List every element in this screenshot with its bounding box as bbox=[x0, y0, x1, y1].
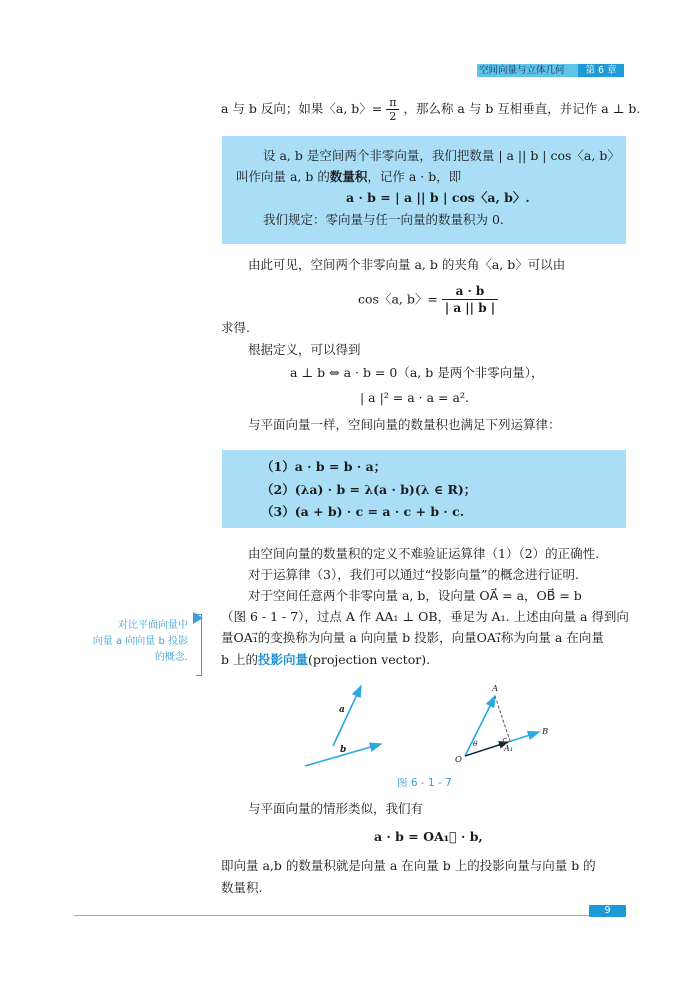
side-note bbox=[62, 618, 188, 666]
def-line-4: 我们规定：零向量与任一向量的数量积为 0. bbox=[263, 212, 504, 227]
cos-denominator: | a || b | bbox=[444, 301, 496, 315]
footer-line bbox=[74, 915, 626, 916]
frac-numerator: π bbox=[386, 96, 399, 110]
def2-a: 叫作向量 a, b 的 bbox=[236, 169, 330, 184]
angle-intro: 由此可见，空间两个非零向量 a, b 的夹角〈a, b〉可以由 bbox=[248, 257, 566, 272]
law-3: （3）(a + b) · c = a · c + b · c. bbox=[261, 504, 465, 519]
p6-b: (projection vector). bbox=[308, 652, 431, 667]
label-A: A bbox=[492, 684, 499, 694]
side-note-bracket bbox=[196, 614, 202, 676]
norm-formula: | a |² = a · a = a². bbox=[360, 390, 469, 405]
perp-formula: a ⊥ b ⇔ a · b = 0（a, b 是两个非零向量）， bbox=[290, 365, 544, 380]
law-2: （2）(λa) · b = λ(a · b)(λ ∈ R)； bbox=[261, 482, 477, 497]
cos-left: cos〈a, b〉= bbox=[358, 291, 438, 307]
by-definition: 根据定义，可以得到 bbox=[248, 342, 361, 357]
def-line-2 bbox=[236, 168, 461, 186]
projection-formula: a · b = OA₁⃗ · b, bbox=[374, 829, 483, 844]
figure-caption: 图 6 - 1 - 7 bbox=[397, 777, 452, 789]
line1-part-b: ，那么称 a 与 b 互相垂直，并记作 a ⊥ b. bbox=[403, 101, 641, 116]
same-as-plane: 与平面向量一样，空间向量的数量积也满足下列运算律： bbox=[248, 417, 561, 432]
law-1: （1）a · b = b · a； bbox=[261, 459, 387, 474]
cos-formula bbox=[358, 283, 498, 316]
perpendicular-dashed-line bbox=[495, 696, 510, 741]
label-A1: A₁ bbox=[504, 744, 513, 753]
def-line-1: 设 a, b 是空间两个非零向量，我们把数量 | a || b | cos〈a, b〉 bbox=[263, 148, 620, 163]
label-theta: θ bbox=[473, 739, 478, 748]
page-number: 9 bbox=[589, 905, 626, 917]
p6-a: b 上的 bbox=[221, 652, 258, 667]
similar-text: 与平面向量的情形类似，我们有 bbox=[248, 801, 424, 816]
conclusion-2: 数量积. bbox=[221, 880, 263, 895]
header-chapter: 第 6 章 bbox=[578, 64, 624, 77]
term-projection-vector: 投影向量 bbox=[257, 652, 308, 667]
label-B: B bbox=[542, 727, 549, 737]
projection-figure bbox=[295, 680, 555, 780]
label-a: a bbox=[339, 705, 345, 715]
side-note-line-1: 对比平面向量中 bbox=[118, 620, 188, 631]
para-5: 量OA₁⃗的变换称为向量 a 向向量 b 投影，向量OA₁⃗称为向量 a 在向量 bbox=[221, 630, 604, 645]
label-O: O bbox=[455, 755, 462, 765]
para-6 bbox=[221, 651, 430, 669]
def-formula: a · b = | a || b | cos〈a, b〉. bbox=[346, 190, 530, 205]
vector-a-line bbox=[333, 686, 361, 746]
qiu-de: 求得. bbox=[221, 320, 250, 335]
side-note-line-2: 向量 a 向向量 b 投影 bbox=[92, 636, 188, 647]
cos-numerator: a · b bbox=[442, 283, 498, 300]
para-4: （图 6 - 1 - 7），过点 A 作 AA₁ ⊥ OB，垂足为 A₁. 上述由向量 a 得到向 bbox=[221, 609, 629, 624]
para-1: 由空间向量的数量积的定义不难验证运算律（1）（2）的正确性. bbox=[248, 546, 600, 561]
label-b: b bbox=[340, 745, 347, 755]
para-2: 对于运算律（3），我们可以通过“投影向量”的概念进行证明. bbox=[248, 567, 579, 582]
header-title: 空间向量与立体几何 bbox=[479, 65, 565, 76]
line1-part-a: a 与 b 反向；如果〈a, b〉= bbox=[221, 101, 383, 116]
para-3: 对于空间任意两个非零向量 a, b，设向量 OA⃗ = a，OB⃗ = b bbox=[248, 588, 582, 603]
pi-over-2-fraction bbox=[386, 96, 399, 123]
frac-denominator: 2 bbox=[389, 110, 397, 123]
def2-b: ，记作 a · b，即 bbox=[367, 169, 462, 184]
side-note-line-3: 的概念. bbox=[154, 652, 188, 663]
term-dot-product: 数量积 bbox=[329, 169, 368, 184]
text-line-1 bbox=[221, 96, 640, 123]
cos-fraction bbox=[442, 283, 498, 316]
conclusion-1: 即向量 a,b 的数量积就是向量 a 在向量 b 上的投影向量与向量 b 的 bbox=[221, 858, 596, 873]
